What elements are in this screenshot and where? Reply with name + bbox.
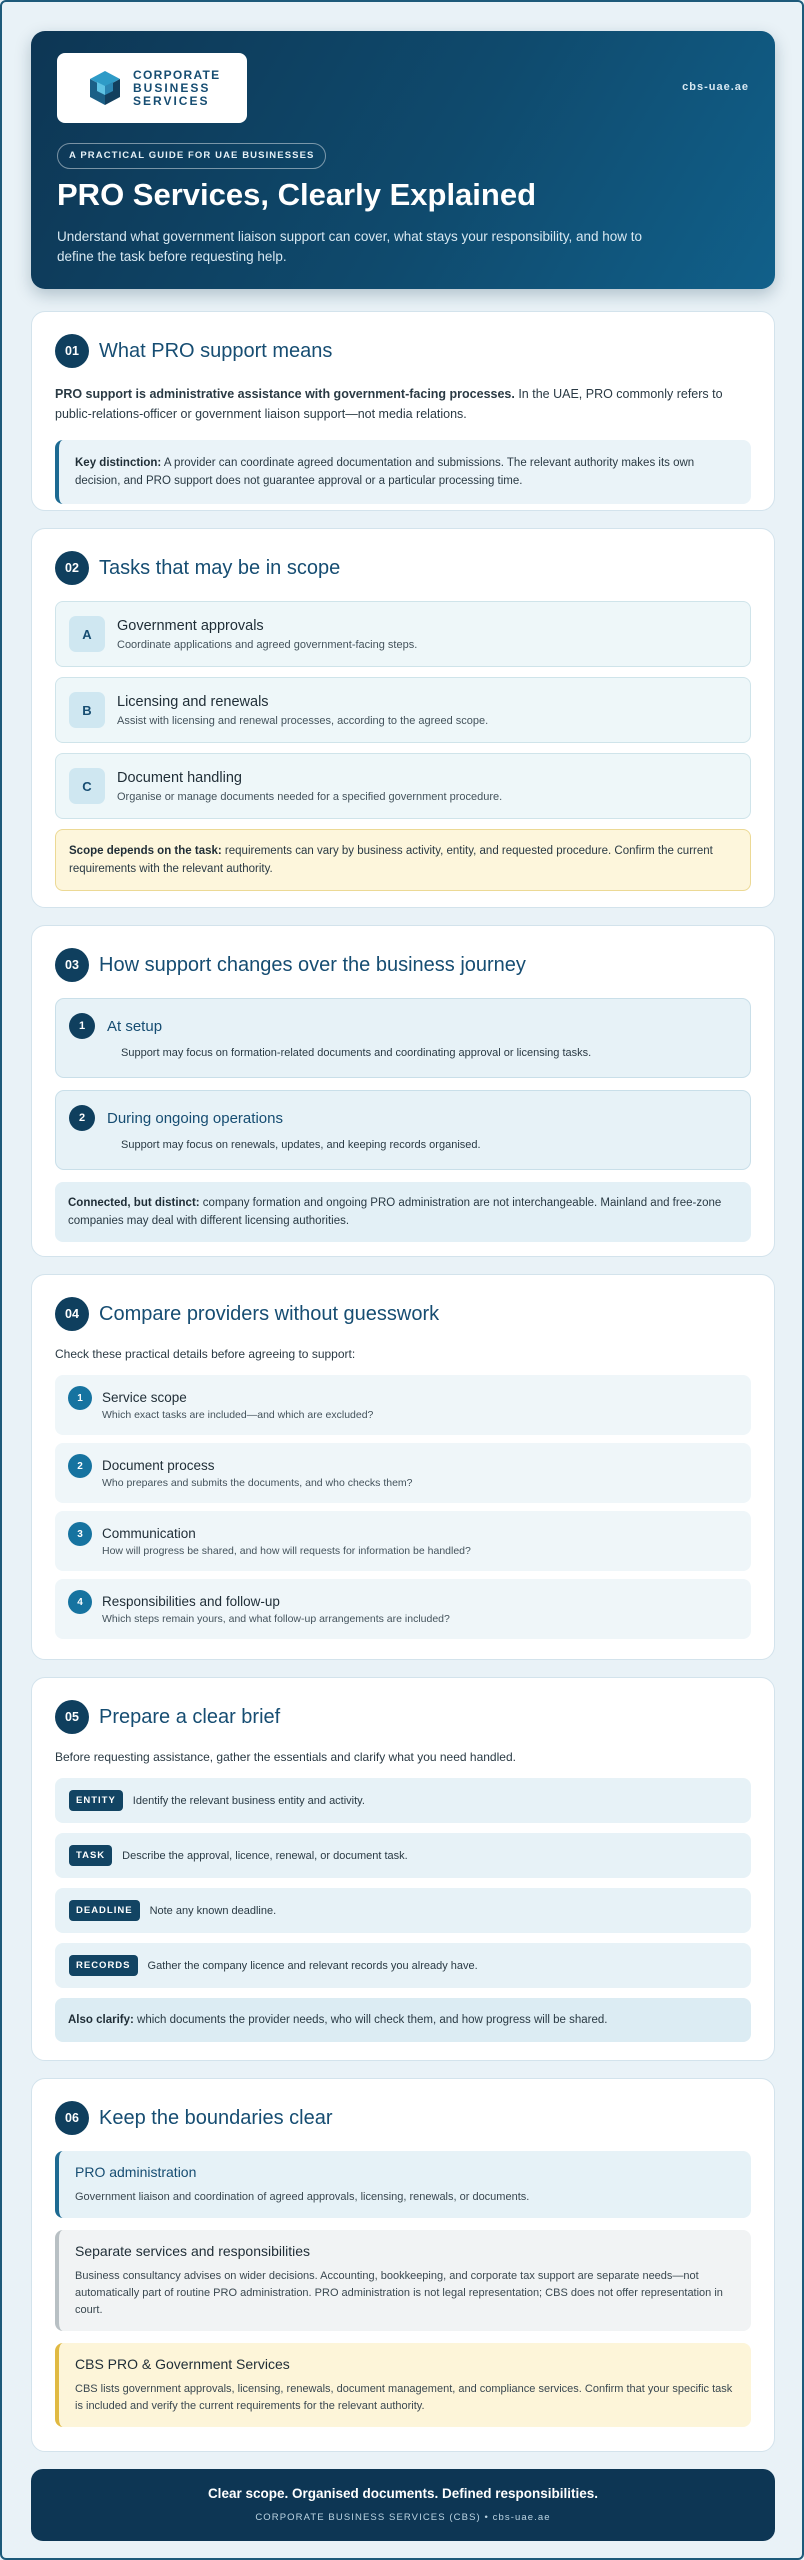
section-intro: Check these practical details before agreeing to support: [55,1347,356,1361]
section-title: What PRO support means [99,339,333,362]
brief-item-task [55,1833,751,1878]
page-content [31,31,775,2541]
brief-tag: RECORDS [69,1955,138,1976]
section-boundaries [31,2078,775,2452]
brief-item-entity [55,1778,751,1823]
guide-kicker-badge: A PRACTICAL GUIDE FOR UAE BUSINESSES [57,143,326,169]
boundary-pro-administration [55,2151,751,2218]
page-footer [31,2469,775,2541]
scope-item-desc: Organise or manage documents needed for a specified government procedure. [117,790,503,803]
check-item-communication [55,1511,751,1571]
section-title: How support changes over the business journey [99,953,526,976]
check-number: 1 [68,1386,92,1410]
scope-note-callout [55,829,751,891]
phase-desc: Support may focus on formation-related documents and coordinating approval or licensing tasks. [121,1047,592,1059]
check-desc: Who prepares and submits the documents, and who checks them? [102,1476,413,1489]
section-business-journey [31,925,775,1257]
section-number: 01 [55,334,89,368]
scope-item-title: Document handling [117,769,242,786]
footer-company-site: CORPORATE BUSINESS SERVICES (CBS) • cbs-uae.ae [255,2512,551,2523]
lead-rest: In the UAE, PRO commonly refers to public-relations-officer or government liaison support—not media relations. [55,387,723,421]
section-title: Compare providers without guesswork [99,1302,440,1325]
boundary-cbs-services [55,2343,751,2427]
check-title: Service scope [102,1389,187,1405]
brief-tag: DEADLINE [69,1900,140,1921]
brief-item-deadline [55,1888,751,1933]
phase-number: 2 [69,1105,95,1131]
scope-item-documents [55,753,751,819]
hero-banner [31,31,775,289]
check-item-document-process [55,1443,751,1503]
logo-line-1: CORPORATE [133,67,221,82]
scope-letter-badge: C [69,768,105,804]
check-desc: How will progress be shared, and how will requests for information be handled? [102,1544,471,1557]
check-desc: Which exact tasks are included—and which are excluded? [102,1408,374,1421]
key-distinction-callout [55,440,751,504]
boundary-title: Separate services and responsibilities [75,2243,311,2259]
scope-item-desc: Coordinate applications and agreed government-facing steps. [117,638,418,651]
scope-item-approvals [55,601,751,667]
footer-tagline: Clear scope. Organised documents. Defined responsibilities. [207,2486,599,2501]
section-compare-providers [31,1274,775,1660]
logo-line-3: SERVICES [133,93,210,108]
boundary-desc: CBS lists government approvals, licensing, renewals, document management, and compliance services. Confirm that your specific task is included and verify the current requirements for the relevant authority. [75,2383,733,2412]
brief-text: Gather the company licence and relevant records you already have. [147,1959,478,1972]
page-subtitle: Understand what government liaison support can cover, what stays your responsibility, and how to define the task before requesting help. [57,229,643,264]
scope-item-licensing [55,677,751,743]
clarify-note-callout [55,1998,751,2042]
brief-tag: ENTITY [69,1790,123,1811]
brief-text: Note any known deadline. [149,1904,277,1917]
check-item-responsibilities [55,1579,751,1639]
check-number: 3 [68,1522,92,1546]
note-text: requirements can vary by business activity, entity, and requested procedure. Confirm the current requirements with the relevant authority. [69,845,713,875]
note-text: which documents the provider needs, who will check them, and how progress will be shared. [133,2014,608,2026]
section-tasks-in-scope [31,528,775,908]
check-title: Communication [102,1525,196,1541]
note-label: Also clarify: [68,2014,134,2026]
check-item-service-scope [55,1375,751,1435]
logo-line-2: BUSINESS [133,80,211,95]
brief-text: Describe the approval, licence, renewal, or document task. [122,1849,408,1862]
phase-desc: Support may focus on renewals, updates, and keeping records organised. [121,1139,481,1151]
scope-item-title: Licensing and renewals [117,693,269,710]
brief-item-records [55,1943,751,1988]
boundary-title: CBS PRO & Government Services [75,2356,290,2372]
section-title: Keep the boundaries clear [99,2106,333,2129]
phase-setup [55,998,751,1078]
phase-title: During ongoing operations [107,1109,283,1127]
brief-tag: TASK [69,1845,112,1866]
check-desc: Which steps remain yours, and what follow-up arrangements are included? [102,1612,450,1625]
section-number: 02 [55,551,89,585]
phase-number: 1 [69,1013,95,1039]
phase-ongoing [55,1090,751,1170]
check-title: Document process [102,1457,215,1473]
boundary-desc: Government liaison and coordination of agreed approvals, licensing, renewals, or documents. [75,2191,530,2203]
section-number: 03 [55,948,89,982]
logo-cube-icon [85,68,125,108]
section-title: Tasks that may be in scope [99,556,341,579]
scope-item-desc: Assist with licensing and renewal processes, according to the agreed scope. [117,714,489,727]
brief-text: Identify the relevant business entity and activity. [132,1794,365,1807]
callout-text: A provider can coordinate agreed documentation and submissions. The relevant authority makes its own decision, and PRO support does not guarantee approval or a particular processing time. [75,457,695,487]
company-logo[interactable] [57,53,247,123]
section-number: 04 [55,1297,89,1331]
check-number: 4 [68,1590,92,1614]
scope-letter-badge: B [69,692,105,728]
scope-letter-badge: A [69,616,105,652]
scope-item-title: Government approvals [117,617,264,634]
callout-label: Key distinction: [75,457,162,469]
logo-wordmark [133,69,220,108]
section-lead [55,384,751,424]
section-intro: Before requesting assistance, gather the essentials and clarify what you need handled. [55,1750,516,1764]
section-what-pro-means [31,311,775,511]
section-number: 05 [55,1700,89,1734]
site-link[interactable]: cbs-uae.ae [682,81,749,93]
boundary-desc: Business consultancy advises on wider decisions. Accounting, bookkeeping, and corporate tax support are separate needs—not automatically part of routine PRO administration. PRO administration is not legal representation; CBS does not offer representation in court. [75,2270,723,2316]
lead-bold: PRO support is administrative assistance with government-facing processes. [55,387,515,401]
phase-title: At setup [107,1017,163,1035]
boundary-title: PRO administration [75,2164,197,2180]
check-number: 2 [68,1454,92,1478]
section-title: Prepare a clear brief [99,1705,281,1728]
section-number: 06 [55,2101,89,2135]
note-label: Connected, but distinct: [68,1197,200,1209]
note-label: Scope depends on the task: [69,845,222,857]
boundary-separate-services [55,2230,751,2331]
page-title: PRO Services, Clearly Explained [57,177,537,212]
note-text: company formation and ongoing PRO administration are not interchangeable. Mainland and free-zone companies may deal with different licensing authorities. [68,1197,722,1227]
section-prepare-brief [31,1677,775,2061]
connected-note-callout [55,1182,751,1242]
check-title: Responsibilities and follow-up [102,1593,280,1609]
